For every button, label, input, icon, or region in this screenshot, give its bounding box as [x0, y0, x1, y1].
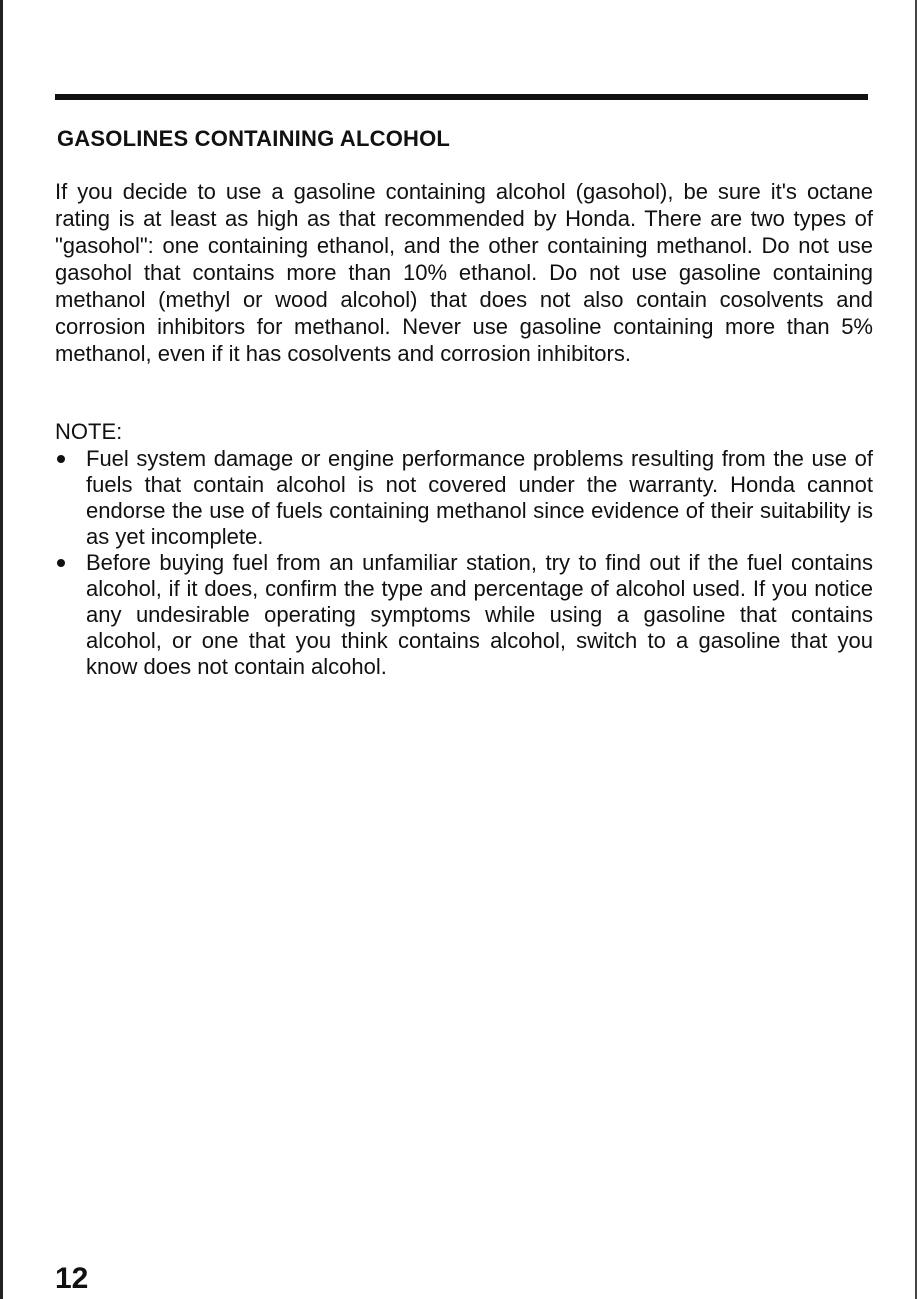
page-edge-left [0, 0, 3, 1299]
section-divider-rule [55, 94, 868, 100]
note-list [55, 446, 873, 680]
page-number: 12 [55, 1262, 89, 1295]
bullet-icon [57, 559, 65, 567]
note-item-text: Before buying fuel from an unfamiliar station, try to find out if the fuel contains alcohol, if it does, confirm the type and percentage of alcohol used. If you notice any undesirable operating symptoms while using a gasoline that contains alcohol, or one that you think contains alcohol, switch to a gasoline that you know does not contain alcohol. [86, 550, 873, 679]
note-label: NOTE: [55, 419, 123, 444]
note-item [55, 446, 873, 550]
section-heading: GASOLINES CONTAINING ALCOHOL [57, 126, 451, 151]
bullet-icon [57, 455, 65, 463]
section-body-paragraph: If you decide to use a gasoline containing alcohol (gasohol), be sure it's octane rating is at least as high as that recommended by Honda. There are two types of "gasohol": one containing ethanol, and the other containing methanol. Do not use gasohol that contains more than 10% ethanol. Do not use gasoline containing methanol (methyl or wood alcohol) that does not also contain cosolvents and corrosion inhibitors for methanol. Never use gasoline containing more than 5% methanol, even if it has cosolvents and corrosion inhibitors. [55, 179, 873, 366]
note-item-text: Fuel system damage or engine performance problems resulting from the use of fuels that contain alcohol is not covered under the warranty. Honda cannot endorse the use of fuels containing methanol since evidence of their suitability is as yet incomplete. [86, 446, 873, 549]
note-item [55, 550, 873, 680]
